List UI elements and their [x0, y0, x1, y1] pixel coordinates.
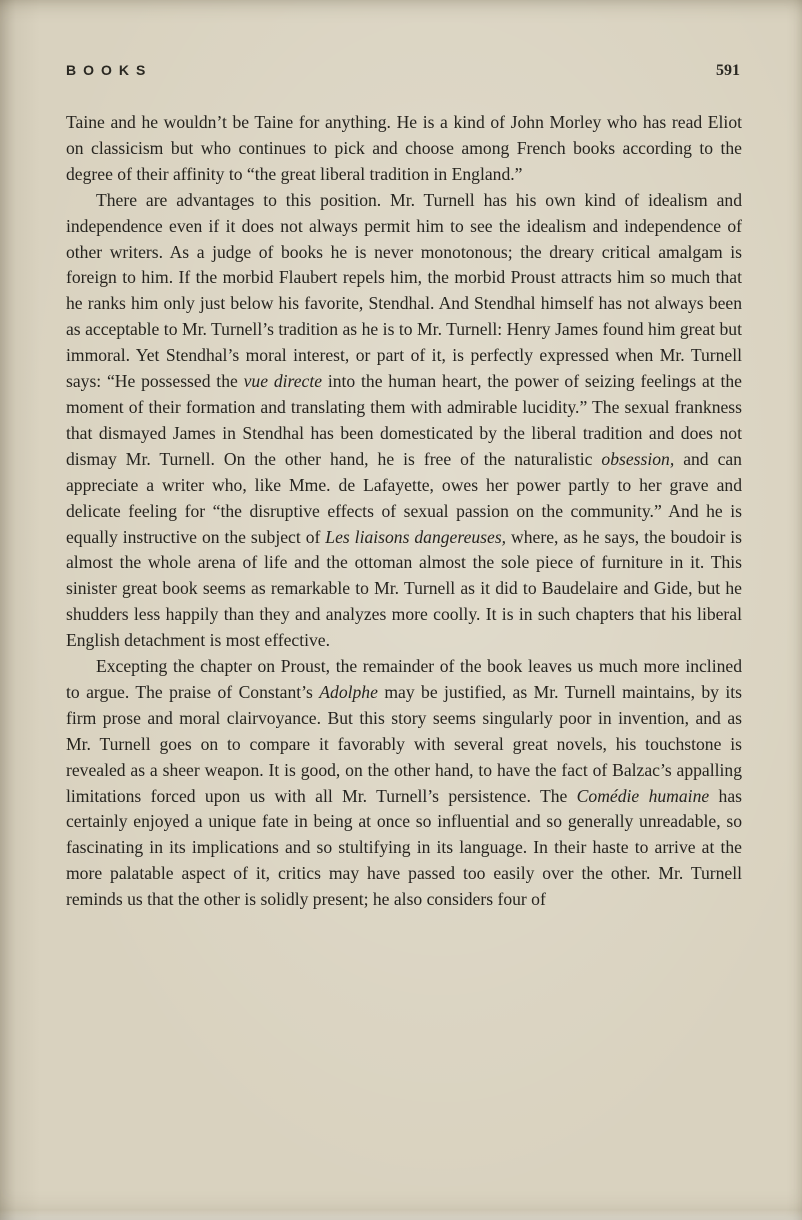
text-run: There are advantages to this position. Mr. Turnell has his own kind of idealism and independence even if it does not always permit him to see the idealism and independence of other writers. As a judge of books he is never monotonous; the dreary critical amalgam is foreign to him. If the morbid Flaubert repels him, the morbid Proust attracts him so much that he ranks him only just below his favorite, Stendhal. And Stendhal himself has not always been as acceptable to Mr. Turnell’s tradition as he is to Mr. Turnell: Henry James found him great but immoral. Yet Stendhal’s moral interest, or part of it, is perfectly expressed when Mr. Turnell says: “He possessed the: [66, 189, 742, 392]
paragraph: [66, 188, 742, 654]
text-run: where, as he says, the boudoir is almost the whole arena of life and the ottoman almost the sole piece of furniture in it. This sinister great book seems as remarkable to Mr. Turnell as it did to Baudelaire and Gide, but he shudders less happily than they and analyzes more coolly. It is in such chapters that his liberal English detachment is most effective.: [66, 526, 742, 651]
italic-phrase: Comédie humaine: [576, 785, 710, 806]
page-number: 591: [716, 62, 740, 79]
italic-phrase: Les liaisons dangereuses,: [325, 526, 507, 547]
text-run: may be justified, as Mr. Turnell maintains, by its firm prose and moral clairvoyance. But this story seems singularly poor in invention, and as Mr. Turnell goes on to compare it favorably with several great novels, his touchstone is revealed as a sheer weapon. It is good, on the other hand, to have the fact of Balzac’s appalling limitations forced upon us with all Mr. Turnell’s persistence. The: [66, 681, 743, 806]
page-body: [66, 110, 742, 913]
paragraph: [66, 654, 742, 913]
text-run: Excepting the chapter on Proust, the remainder of the book leaves us much more inclined to argue. The praise of Constant’s: [66, 656, 742, 702]
text-run: and can appreciate a writer who, like Mme. de Lafayette, owes her power partly to her grave and delicate feeling for “the disruptive effects of sexual passion on the community.” And he is equally instructive on the subject of: [66, 448, 742, 547]
text-run: Taine and he wouldn’t be Taine for anything. He is a kind of John Morley who has read Eliot on classicism but who continues to pick and choose among French books according to the degree of their affinity to “the great liberal tradition in England.”: [66, 112, 742, 184]
page-header: [66, 62, 740, 80]
text-run: into the human heart, the power of seizing feelings at the moment of their formation and translating them with admirable lucidity.” The sexual frankness that dismayed James in Stendhal has been domesticated by the liberal tradition and does not dismay Mr. Turnell. On the other hand, he is free of the naturalistic: [66, 371, 742, 469]
paragraph: [66, 110, 742, 188]
italic-phrase: obsession,: [601, 448, 675, 469]
italic-phrase: vue directe: [243, 371, 323, 392]
text-run: has certainly enjoyed a unique fate in being at once so influential and so generally unreadable, so fascinating in its implications and so stultifying in its language. In their haste to arrive at the more palatable aspect of it, critics may have passed too easily over the other. Mr. Turnell reminds us that the other is solidly present; he also considers four of: [66, 785, 742, 910]
italic-phrase: Adolphe: [319, 681, 378, 702]
section-title: BOOKS: [66, 62, 153, 78]
